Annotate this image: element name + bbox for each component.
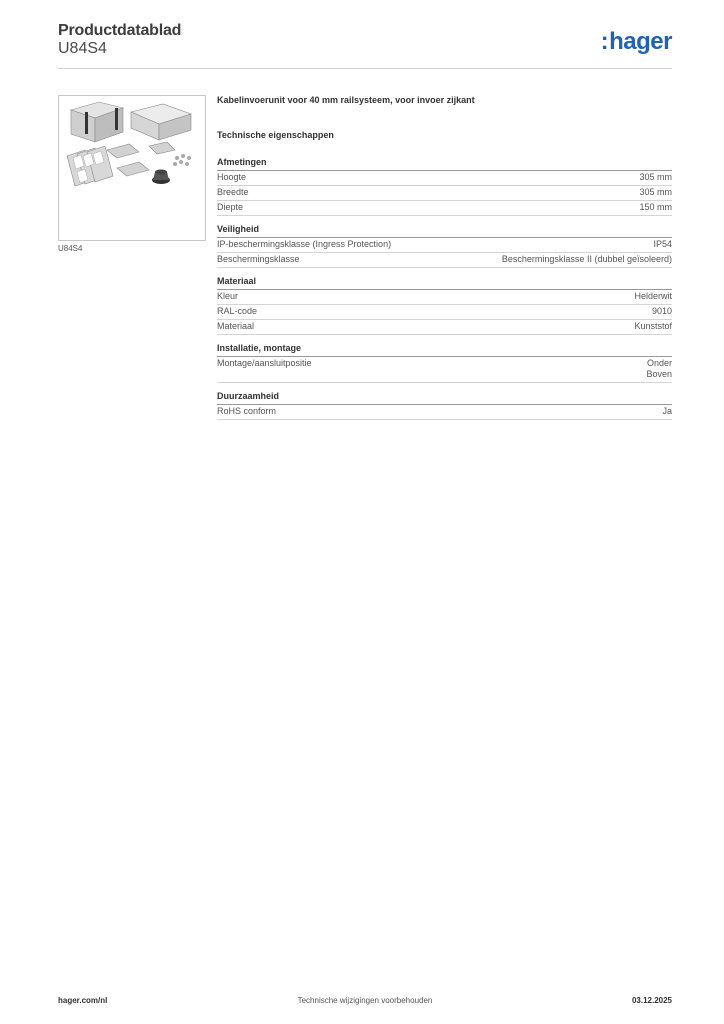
row-label: IP-beschermingsklasse (Ingress Protection): [217, 239, 392, 249]
row-value-line: Boven: [646, 369, 672, 379]
group-title: Afmetingen: [217, 157, 672, 171]
table-row: [217, 253, 672, 268]
logo-text: hager: [609, 28, 672, 55]
hager-logo: [601, 28, 672, 56]
row-value: Ja: [662, 406, 672, 416]
row-value: 150 mm: [639, 202, 672, 212]
page-header: [58, 20, 672, 70]
row-label: RoHS conform: [217, 406, 277, 416]
row-label: Montage/aansluitpositie: [217, 358, 312, 368]
group-duurzaamheid: [217, 391, 672, 420]
group-materiaal: [217, 276, 672, 335]
row-value: [646, 358, 672, 380]
row-value: Beschermingsklasse II (dubbel geïsoleerd): [501, 254, 672, 264]
group-afmetingen: [217, 157, 672, 216]
group-title: Veiligheid: [217, 224, 672, 238]
group-title: Duurzaamheid: [217, 391, 672, 405]
product-image: [58, 95, 206, 241]
table-row: [217, 357, 672, 383]
logo-colon-icon: :: [600, 28, 609, 55]
header-divider: [58, 68, 672, 69]
row-label: Hoogte: [217, 172, 247, 182]
product-description: Kabelinvoerunit voor 40 mm railsysteem, voor invoer zijkant: [217, 95, 475, 105]
footer-date: 03.12.2025: [631, 996, 672, 1005]
table-row: [217, 405, 672, 420]
table-row: [217, 171, 672, 186]
table-row: [217, 201, 672, 216]
footer-website-link[interactable]: hager.com/nl: [58, 996, 108, 1005]
row-value: Kunststof: [634, 321, 672, 331]
table-row: [217, 238, 672, 253]
row-value: IP54: [653, 239, 672, 249]
row-label: Breedte: [217, 187, 249, 197]
main-content: [217, 95, 672, 428]
row-value: Helderwit: [634, 291, 672, 301]
row-label: Kleur: [217, 291, 239, 301]
row-label: Beschermingsklasse: [217, 254, 300, 264]
group-title: Materiaal: [217, 276, 672, 290]
section-title: Technische eigenschappen: [217, 130, 334, 140]
group-installatie: [217, 343, 672, 383]
row-value: 305 mm: [639, 187, 672, 197]
table-row: [217, 305, 672, 320]
table-row: [217, 290, 672, 305]
row-value: 305 mm: [639, 172, 672, 182]
row-label: Diepte: [217, 202, 244, 212]
table-row: [217, 320, 672, 335]
footer-notice: Technische wijzigingen voorbehouden: [297, 996, 433, 1005]
row-label: RAL-code: [217, 306, 258, 316]
product-code: U84S4: [58, 40, 107, 57]
image-caption: U84S4: [58, 244, 83, 253]
group-title: Installatie, montage: [217, 343, 672, 357]
document-title: Productdatablad: [58, 22, 182, 39]
row-value-line: Onder: [646, 358, 672, 368]
table-row: [217, 186, 672, 201]
row-value: 9010: [651, 306, 672, 316]
group-veiligheid: [217, 224, 672, 268]
row-label: Materiaal: [217, 321, 255, 331]
